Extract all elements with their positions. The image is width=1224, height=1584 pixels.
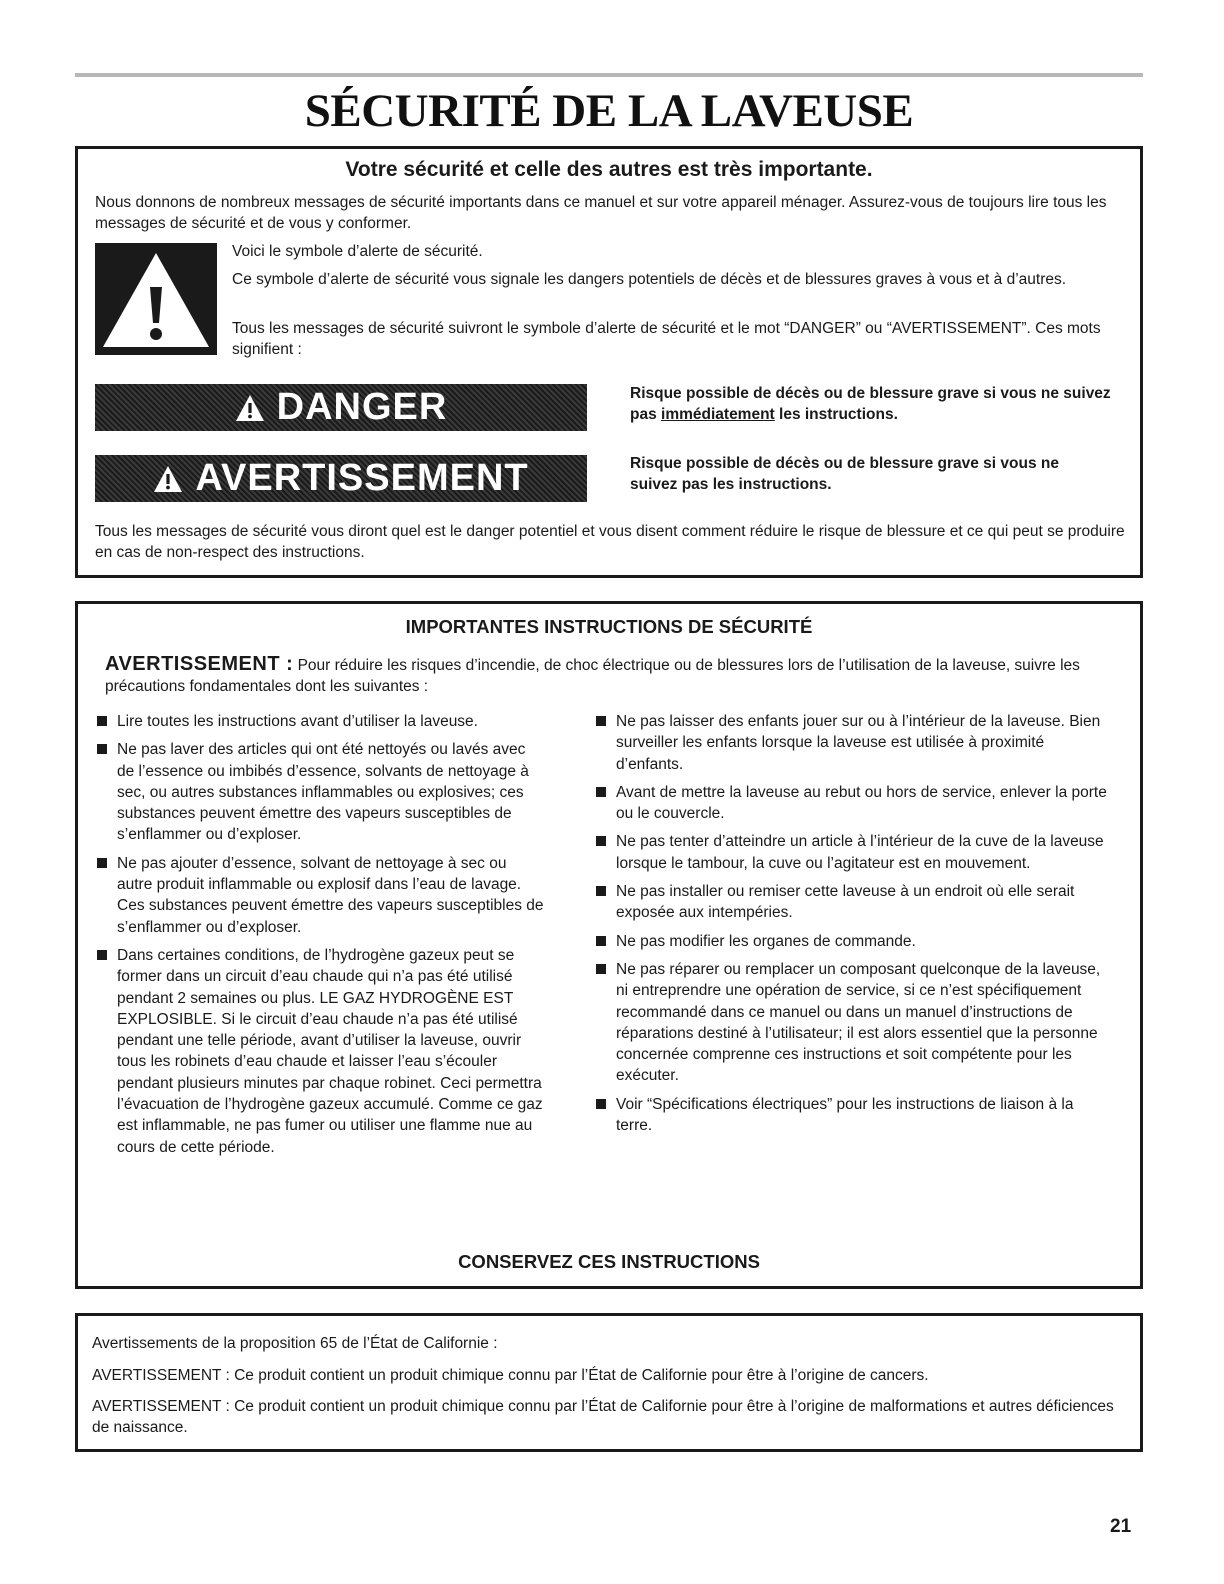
symbol-text-3: Tous les messages de sécurité suivront le symbole d’alerte de sécurité et le mot “DANGER” ou “AVERTISSEMENT”. Ces mots signifient : [232,320,1101,358]
list-item: Ne pas laver des articles qui ont été nettoyés ou lavés avec de l’essence ou imbibés d’essence, solvants de nettoyage à sec, ou autres substances inflammables ou explosives; ces substances peuvent émettre des vapeurs susceptibles de s’enflammer ou d’exploser. [95,739,545,845]
prop65-warning-1: AVERTISSEMENT : Ce produit contient un produit chimique connu par l’État de Californie pour être à l’origine de cancers. [92,1367,929,1384]
list-item: Ne pas modifier les organes de commande. [594,931,1109,952]
safety-intro: Nous donnons de nombreux messages de sécurité importants dans ce manuel et sur votre appareil ménager. Assurez-vous de toujours lire tous les messages de sécurité et de vous y conformer. [95,194,1107,232]
instructions-left-column [95,711,545,1165]
top-rule [75,73,1143,77]
list-item: Voir “Spécifications électriques” pour les instructions de liaison à la terre. [594,1094,1109,1137]
list-item: Dans certaines conditions, de l’hydrogène gazeux peut se former dans un circuit d’eau chaude qui n’a pas été utilisé pendant 2 semaines ou plus. LE GAZ HYDROGÈNE EST EXPLOSIBLE. Si le circuit d’eau chaude n’a pas été utilisé pendant une telle période, avant d’utiliser la laveuse, ouvrir tous les robinets d’eau chaude et laisser l’eau s’écouler pendant plusieurs minutes par chaque robinet. Ceci permettra l’évacuation de l’hydrogène gazeux accumulé. Comme ce gaz est inflammable, ne pas fumer ou utiliser une flamme nue au cours de cette période. [95,945,545,1158]
list-item: Ne pas installer ou remiser cette laveuse à un endroit où elle serait exposée aux intempéries. [594,881,1109,924]
danger-label: DANGER [276,386,448,428]
warning-signal-word [95,455,587,502]
instructions-right-column [594,711,1109,1143]
list-item: Lire toutes les instructions avant d’utiliser la laveuse. [95,711,545,732]
symbol-text-1: Voici le symbole d’alerte de sécurité. [232,243,483,260]
warning-description: Risque possible de décès ou de blessure grave si vous ne suivez pas les instructions. [630,455,1059,493]
important-intro-text: Pour réduire les risques d’incendie, de choc électrique ou de blessures lors de l’utilisation de la laveuse, suivre les précautions fondamentales dont les suivantes : [105,657,1080,695]
important-heading: IMPORTANTES INSTRUCTIONS DE SÉCURITÉ [405,616,813,637]
list-item: Ne pas ajouter d’essence, solvant de nettoyage à sec ou autre produit inflammable ou explosif dans l’eau de lavage. Ces substances peuvent émettre des vapeurs susceptibles de s’enflammer ou d’exploser. [95,853,545,938]
danger-desc-underlined: immédiatement [661,406,775,423]
danger-description [630,383,1130,425]
danger-signal-word [95,384,587,431]
danger-desc-part2: les instructions. [774,406,898,423]
warning-label: AVERTISSEMENT [195,457,529,499]
danger-alert-icon [235,394,265,422]
warning-lead: AVERTISSEMENT : [105,653,294,675]
important-intro [105,654,1105,697]
list-item: Ne pas tenter d’atteindre un article à l’intérieur de la cuve de la laveuse lorsque le tambour, la cuve ou l’agitateur est en mouvement. [594,831,1109,874]
save-instructions-footer: CONSERVEZ CES INSTRUCTIONS [458,1251,760,1272]
list-item: Avant de mettre la laveuse au rebut ou hors de service, enlever la porte ou le couvercle. [594,782,1109,825]
warning-alert-icon [153,465,183,493]
page-number: 21 [1110,1516,1132,1537]
safety-alert-symbol-icon [95,243,217,355]
prop65-warning-2: AVERTISSEMENT : Ce produit contient un produit chimique connu par l’État de Californie pour être à l’origine de malformations et autres déficiences de naissance. [92,1398,1114,1436]
symbol-text-2: Ce symbole d’alerte de sécurité vous signale les dangers potentiels de décès et de blessures graves à vous et à d’autres. [232,271,1067,288]
page-title: SÉCURITÉ DE LA LAVEUSE [304,85,914,137]
list-item: Ne pas laisser des enfants jouer sur ou à l’intérieur de la laveuse. Bien surveiller les enfants lorsque la laveuse est utilisée à proximité d’enfants. [594,711,1109,775]
danger-desc-part1: Risque possible de décès ou de blessure grave si vous ne suivez pas [630,385,1111,423]
safety-heading: Votre sécurité et celle des autres est très importante. [345,158,873,181]
safety-footer: Tous les messages de sécurité vous diront quel est le danger potentiel et vous disent comment réduire le risque de blessure et ce qui peut se produire en cas de non-respect des instructions. [95,523,1125,561]
list-item: Ne pas réparer ou remplacer un composant quelconque de la laveuse, ni entreprendre une opération de service, si ce n’est spécifiquement recommandé dans ce manuel ou dans un manuel d’instructions de réparations destiné à l’utilisateur; il est alors essentiel que la personne concernée comprenne ces instructions et soit compétente pour les exécuter. [594,959,1109,1087]
prop65-heading: Avertissements de la proposition 65 de l’État de Californie : [92,1335,498,1352]
